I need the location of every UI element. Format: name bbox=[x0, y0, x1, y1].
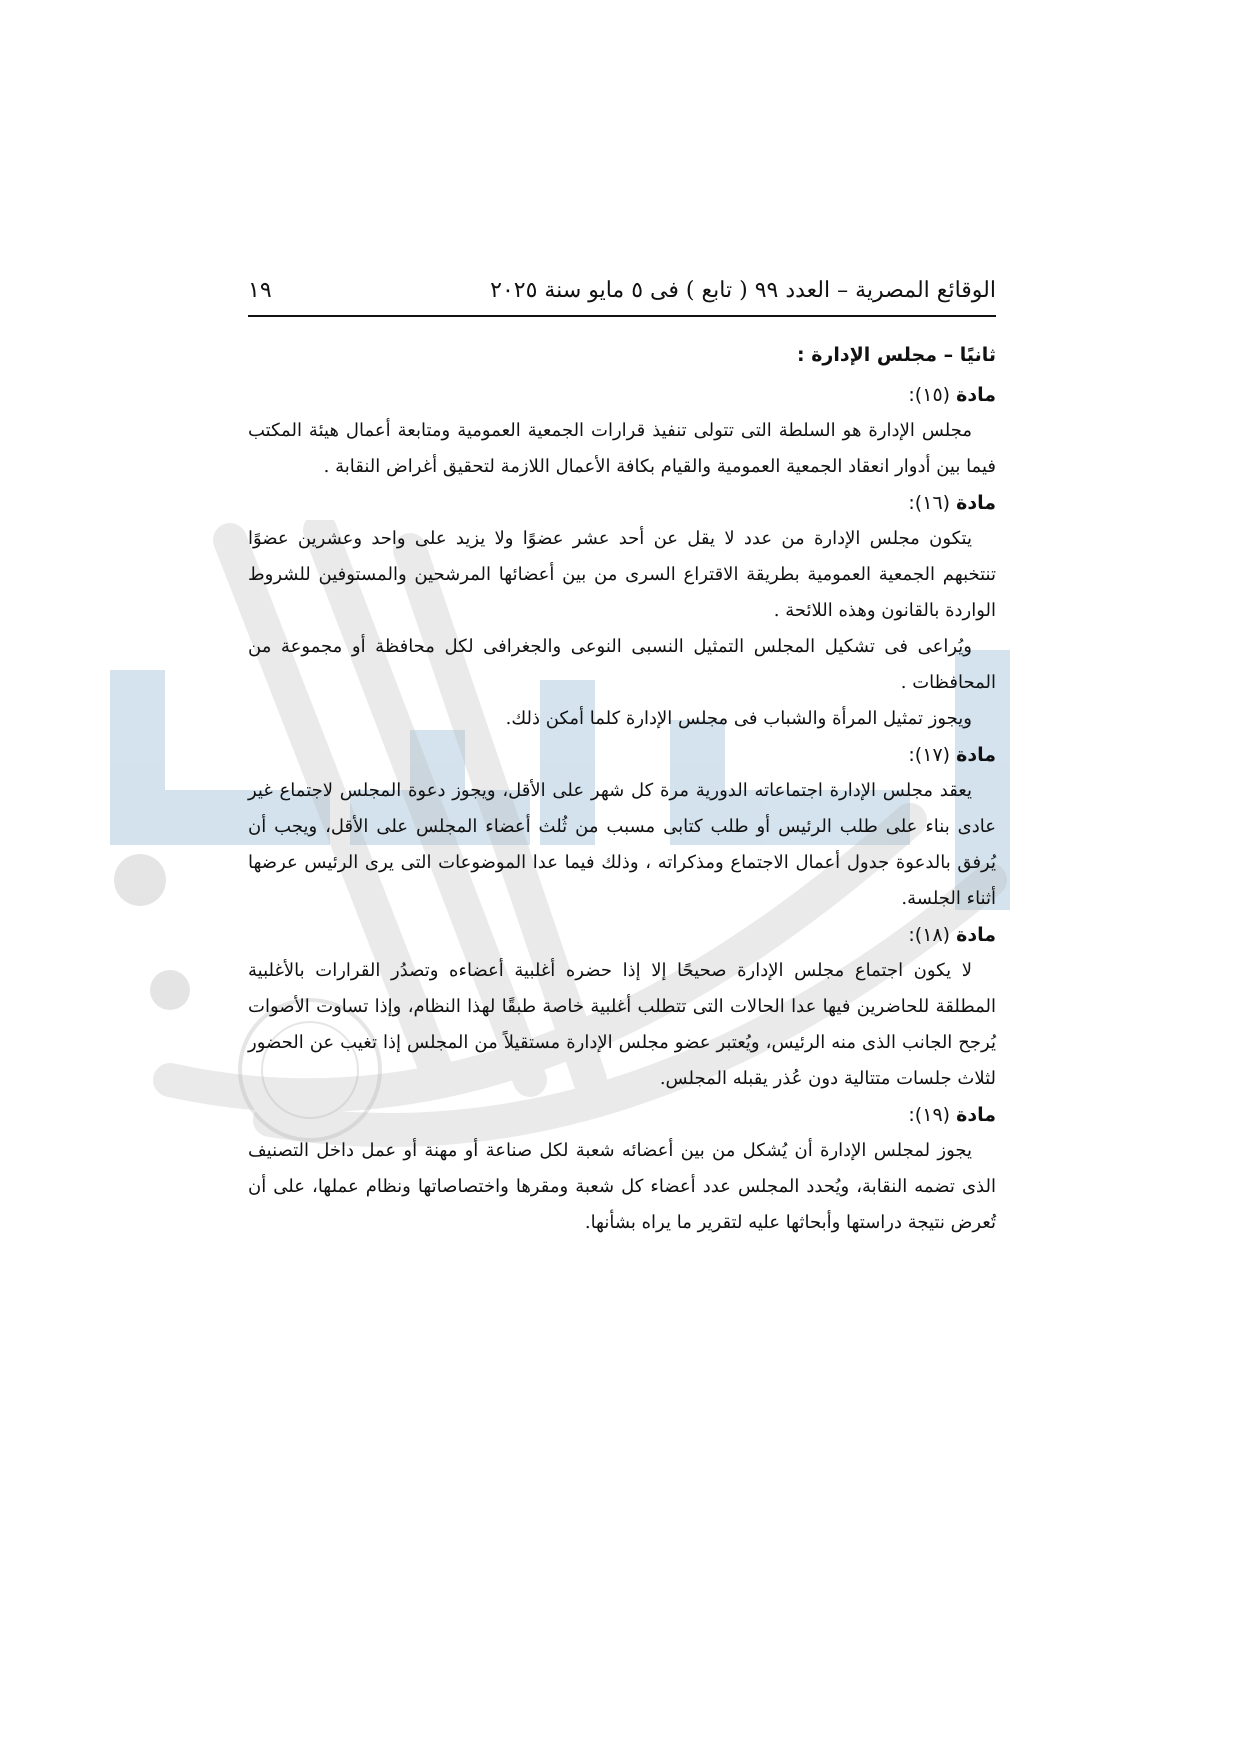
article-number: (١٦): bbox=[908, 492, 951, 514]
article-paragraph: لا يكون اجتماع مجلس الإدارة صحيحًا إلا إذا حضره أغلبية أعضاءه وتصدُر القرارات بالأغلبية المطلقة للحاضرين فيها عدا الحالات التى تتطلب أغلبية خاصة طبقًا لهذا النظام، وإذا تساوت الأصوات يُرجح الجانب الذى منه الرئيس، ويُعتبر عضو مجلس الإدارة مستقيلاً من المجلس إذا تغيب عن الحضور لثلاث جلسات متتالية دون عُذر يقبله المجلس. bbox=[248, 960, 996, 1089]
article-paragraph: ويجوز تمثيل المرأة والشباب فى مجلس الإدارة كلما أمكن ذلك. bbox=[505, 708, 972, 729]
article-heading bbox=[248, 1097, 996, 1133]
article-heading bbox=[248, 485, 996, 521]
article-number: (١٥): bbox=[908, 384, 951, 406]
section-title: ثانيًا – مجلس الإدارة : bbox=[797, 344, 996, 366]
article-paragraph: مجلس الإدارة هو السلطة التى تتولى تنفيذ قرارات الجمعية العمومية ومتابعة أعمال هيئة المكتب فيما بين أدوار انعقاد الجمعية العمومية والقيام بكافة الأعمال اللازمة لتحقيق أغراض النقابة . bbox=[248, 420, 996, 477]
article-label: مادة bbox=[956, 924, 996, 946]
page-header bbox=[248, 278, 996, 317]
article-heading bbox=[248, 377, 996, 413]
header-title: الوقائع المصرية – العدد ٩٩ ( تابع ) فى ٥ مايو سنة ٢٠٢٥ bbox=[490, 278, 996, 303]
article-number: (١٨): bbox=[908, 924, 951, 946]
article-number: (١٩): bbox=[908, 1104, 951, 1126]
article-heading bbox=[248, 917, 996, 953]
article-paragraph: ويُراعى فى تشكيل المجلس التمثيل النسبى النوعى والجغرافى لكل محافظة أو مجموعة من المحافظات . bbox=[248, 636, 996, 693]
article-18 bbox=[248, 917, 996, 1097]
article-paragraph: يتكون مجلس الإدارة من عدد لا يقل عن أحد عشر عضوًا ولا يزيد على واحد وعشرين عضوًا تنتخبهم الجمعية العمومية بطريقة الاقتراع السرى من بين أعضائها المرشحين والمستوفين للشروط الواردة بالقانون وهذه اللائحة . bbox=[248, 528, 996, 621]
article-number: (١٧): bbox=[908, 744, 951, 766]
article-label: مادة bbox=[956, 744, 996, 766]
article-label: مادة bbox=[956, 384, 996, 406]
article-label: مادة bbox=[956, 1104, 996, 1126]
article-paragraph: يجوز لمجلس الإدارة أن يُشكل من بين أعضائه شعبة لكل صناعة أو مهنة أو عمل داخل التصنيف الذى تضمه النقابة، ويُحدد المجلس عدد أعضاء كل شعبة ومقرها واختصاصاتها ونظام عملها، على أن تُعرض نتيجة دراستها وأبحاثها عليه لتقرير ما يراه بشأنها. bbox=[248, 1140, 996, 1233]
article-17 bbox=[248, 737, 996, 917]
article-16 bbox=[248, 485, 996, 737]
article-label: مادة bbox=[956, 492, 996, 514]
document-page bbox=[248, 278, 996, 1241]
article-15 bbox=[248, 377, 996, 485]
page-number: ١٩ bbox=[248, 278, 272, 303]
article-19 bbox=[248, 1097, 996, 1241]
article-paragraph: يعقد مجلس الإدارة اجتماعاته الدورية مرة كل شهر على الأقل، ويجوز دعوة المجلس لاجتماع غير عادى بناء على طلب الرئيس أو طلب كتابى مسبب من ثُلث أعضاء المجلس على الأقل، ويجب أن يُرفق بالدعوة جدول أعمال الاجتماع ومذكراته ، وذلك فيما عدا الموضوعات التى يرى الرئيس عرضها أثناء الجلسة. bbox=[248, 780, 996, 909]
article-heading bbox=[248, 737, 996, 773]
